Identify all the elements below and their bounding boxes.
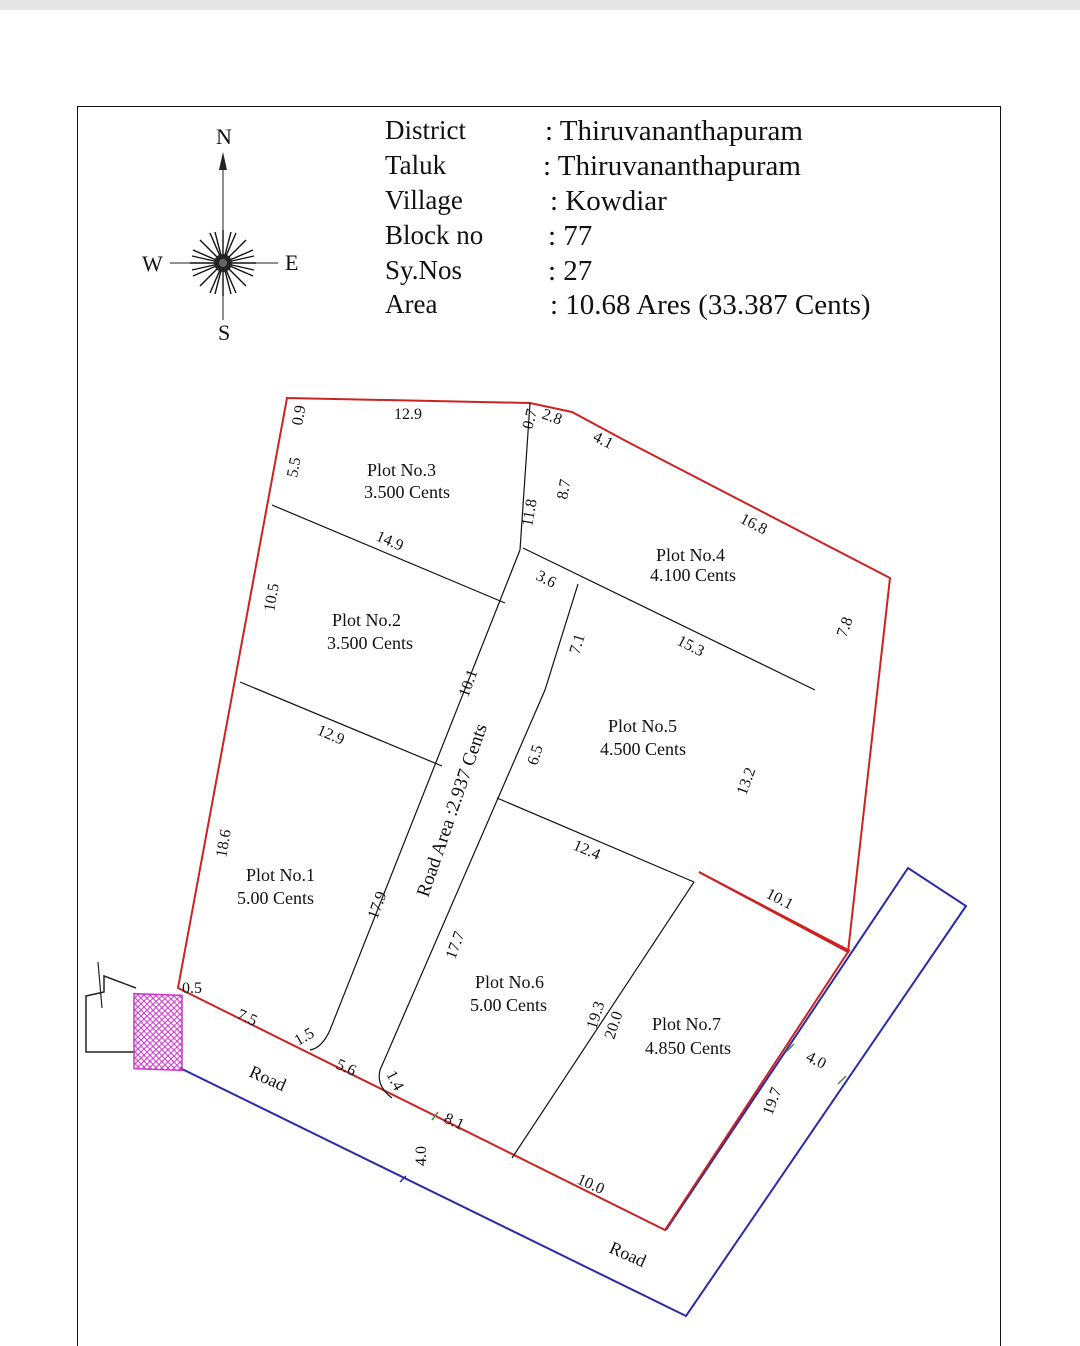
plot5-area: 4.500 Cents (600, 739, 687, 759)
dim-11-8: 11.8 (519, 497, 541, 528)
dim-8-1: 8.1 (441, 1110, 467, 1134)
dim-12-9-mid: 12.9 (314, 722, 347, 749)
info-label-area: Area (385, 289, 438, 319)
dim-1-5: 1.5 (291, 1024, 318, 1050)
compass-north: N (216, 124, 232, 149)
plot4-area: 4.100 Cents (650, 565, 737, 585)
info-label-district: District (385, 115, 466, 145)
dim-20-0: 20.0 (601, 1009, 627, 1042)
dim-4-0-right: 4.0 (803, 1048, 829, 1073)
plot1-area: 5.00 Cents (237, 888, 315, 908)
road-edge-tick (98, 962, 102, 1008)
dim-1-4: 1.4 (382, 1067, 407, 1094)
info-label-taluk: Taluk (385, 150, 447, 180)
info-value-survey: : 27 (548, 255, 593, 287)
dim-0-7: 0.7 (519, 407, 542, 432)
dim-5-5: 5.5 (284, 456, 305, 479)
dim-7-8: 7.8 (833, 614, 857, 640)
dim-10-1-road: 10.1 (455, 667, 482, 700)
plot7-name: Plot No.7 (652, 1014, 722, 1034)
info-label-block: Block no (385, 220, 484, 250)
dim-12-9-top: 12.9 (394, 406, 422, 423)
dim-10-1-right: 10.1 (763, 885, 796, 914)
plot2-area: 3.500 Cents (327, 633, 414, 653)
dim-0-9: 0.9 (289, 404, 310, 427)
compass-west: W (142, 251, 163, 276)
dim-15-3: 15.3 (674, 632, 707, 661)
dim-2-8: 2.8 (539, 405, 565, 429)
plot5-name: Plot No.5 (608, 716, 678, 736)
dim-17-9: 17.9 (364, 889, 391, 922)
info-value-district: : Thiruvananthapuram (545, 115, 803, 147)
plot3-area: 3.500 Cents (364, 482, 451, 502)
info-label-survey: Sy.Nos (385, 255, 463, 285)
dim-8-7: 8.7 (554, 478, 575, 501)
dim-7-5: 7.5 (234, 1006, 260, 1030)
dim-7-1: 7.1 (566, 632, 589, 657)
plot2-name: Plot No.2 (332, 610, 402, 630)
dim-14-9: 14.9 (373, 528, 406, 555)
plot7-area: 4.850 Cents (645, 1038, 732, 1058)
plot-line-2-1 (240, 682, 442, 766)
road-label-left: Road (246, 1061, 290, 1096)
plot4-name: Plot No.4 (656, 545, 726, 565)
plot6-area: 5.00 Cents (470, 995, 548, 1015)
compass-rose-icon (170, 152, 278, 320)
dim-4-1: 4.1 (590, 428, 616, 453)
dim-13-2: 13.2 (733, 765, 760, 798)
dim-19-3: 19.3 (583, 999, 609, 1032)
boundary-segment-10-1 (699, 872, 850, 951)
plot3-name: Plot No.3 (367, 460, 437, 480)
dim-10-5: 10.5 (261, 582, 283, 613)
dim-3-6: 3.6 (533, 567, 559, 592)
road-center-right (379, 584, 578, 1098)
info-value-village: : Kowdiar (550, 185, 667, 217)
dim-5-6: 5.6 (333, 1056, 359, 1080)
plot1-name: Plot No.1 (246, 865, 316, 885)
dim-17-7: 17.7 (442, 929, 469, 962)
plot-line-3-2 (272, 505, 505, 603)
dim-16-8: 16.8 (737, 510, 770, 539)
dim-12-4: 12.4 (570, 837, 603, 864)
dim-10-0: 10.0 (574, 1171, 607, 1199)
dim-4-0-bottom: 4.0 (413, 1146, 430, 1166)
dim-0-5: 0.5 (182, 980, 202, 997)
info-value-block: : 77 (548, 220, 593, 252)
road-label-right: Road (606, 1237, 650, 1272)
road-area-label: Road Area :2.937 Cents (412, 721, 492, 900)
info-value-taluk: : Thiruvananthapuram (543, 150, 801, 182)
road-boundary-line (180, 868, 966, 1316)
road-edge-line (86, 976, 136, 1052)
info-value-area: : 10.68 Ares (33.387 Cents) (550, 289, 871, 321)
dim-18-6: 18.6 (213, 828, 235, 859)
info-label-village: Village (385, 185, 463, 215)
hatched-access-area (134, 994, 182, 1071)
plot-line-5-6 (497, 798, 694, 882)
plot6-name: Plot No.6 (475, 972, 545, 992)
dim-6-5: 6.5 (524, 743, 547, 768)
compass-south: S (218, 320, 231, 345)
compass-east: E (285, 250, 299, 275)
dim-19-7: 19.7 (759, 1085, 786, 1118)
